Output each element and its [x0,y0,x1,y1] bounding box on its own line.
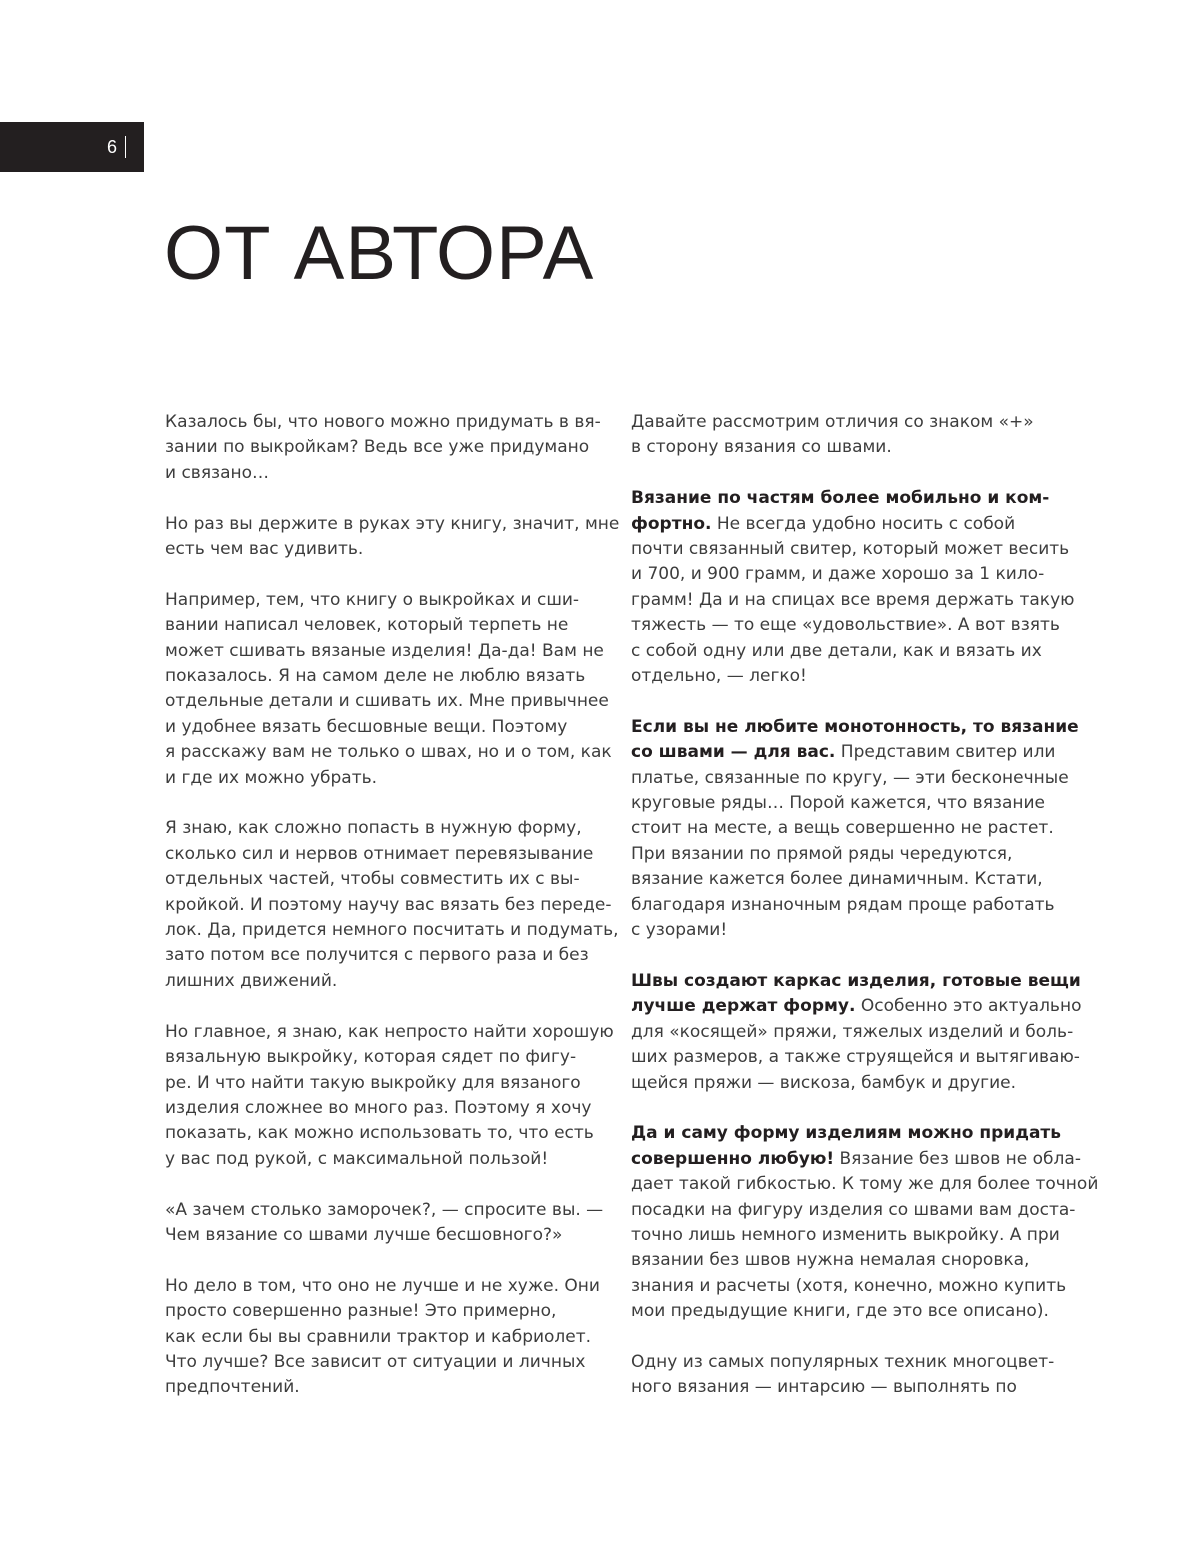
body-text: и связано… [165,462,270,483]
body-text: отдельные детали и сшивать их. Мне привычнее [165,691,609,712]
body-text: платье, связанные по кругу, — эти бесконечные [631,767,1069,788]
text-line [631,435,1063,460]
text-line [631,537,1070,562]
body-text: вязании без швов нужна немалая сноровка, [631,1250,1030,1271]
text-line [631,486,1063,511]
body-text: стоит на месте, а вещь совершенно не растет. [631,818,1054,839]
text-line [631,410,1063,435]
text-line [631,1223,1063,1248]
bold-lead-text: со швами — для вас. [631,742,836,763]
text-line [631,588,1075,613]
body-text: Одну из самых популярных техник многоцвет- [631,1351,1055,1372]
body-text: точно лишь немного изменить выкройку. А при [631,1224,1060,1245]
text-line [165,1325,597,1350]
body-text: Что лучше? Все зависит от ситуации и личных [165,1351,586,1372]
text-line [165,1020,614,1045]
body-text: изделия сложнее во много раз. Поэтому я хочу [165,1097,592,1118]
right-column [631,410,1099,1426]
text-line [631,867,1063,892]
text-line [631,1172,1099,1197]
text-line [631,1121,1063,1146]
body-text: знания и расчеты (хотя, конечно, можно купить [631,1275,1067,1296]
body-text: При вязании по прямой ряды чередуются, [631,843,1013,864]
paragraph [631,715,1079,944]
body-text: вязание кажется более динамичным. Кстати, [631,869,1043,890]
body-text: есть чем вас удивить. [165,539,364,560]
paragraph [165,1274,600,1401]
paragraph [165,1198,604,1249]
text-line [631,1375,1063,1400]
body-text: отдельно, — легко! [631,666,807,687]
paragraph [631,486,1075,689]
body-text: сколько сил и нервов отнимает перевязывание [165,843,594,864]
text-line [631,512,1063,537]
body-text: ре. И что найти такую выкройку для вязаного [165,1072,581,1093]
body-text: кройкой. И поэтому научу вас вязать без переде- [165,894,612,915]
text-line [165,1223,597,1248]
text-line [631,893,1063,918]
bold-lead-text: лучше держат форму. [631,996,856,1017]
paragraph [631,969,1082,1096]
text-line [165,766,597,791]
body-text: зато потом все получится с первого раза и без [165,945,589,966]
body-text: вании написал человек, который терпеть не [165,615,569,636]
bold-lead-text: совершенно любую! [631,1148,835,1169]
text-line [165,969,597,994]
text-line [631,1147,1081,1172]
text-line [165,1096,597,1121]
body-text: Вязание без швов не обла- [834,1148,1081,1169]
body-text: предпочтений. [165,1377,300,1398]
text-line [631,994,1082,1019]
paragraph [165,588,612,791]
body-text: мои предыдущие книги, где это все описано). [631,1301,1049,1322]
text-line [165,816,597,841]
body-text: с узорами! [631,920,728,941]
text-line [165,512,620,537]
body-text: почти связанный свитер, который может весить [631,539,1070,560]
text-line [631,766,1069,791]
text-line [631,613,1063,638]
body-text: и удобнее вязать бесшовные вещи. Поэтому [165,716,568,737]
text-line [631,1248,1063,1273]
text-line [631,562,1063,587]
text-line [631,791,1063,816]
page-number: 6 [106,136,117,157]
body-text: Чем вязание со швами лучше бесшовного?» [165,1224,563,1245]
bold-lead-text: фортно. [631,513,712,534]
text-line [631,740,1063,765]
body-text: Особенно это актуально [855,996,1082,1017]
body-text: Но главное, я знаю, как непросто найти хорошую [165,1021,614,1042]
paragraph [165,512,620,563]
body-text: Не всегда удобно носить с собой [711,513,1016,534]
bold-lead-text: Вязание по частям более мобильно и ком- [631,488,1050,509]
paragraph [631,1350,1063,1401]
page-title: ОТ АВТОРА [164,211,595,296]
body-text: показать, как можно использовать то, что есть [165,1123,594,1144]
body-text: лок. Да, придется немного посчитать и подумать, [165,920,619,941]
body-text: дает такой гибкостью. К тому же для более точной [631,1174,1099,1195]
body-text: Например, тем, что книгу о выкройках и сши- [165,589,580,610]
paragraph [631,410,1063,461]
body-text: круговые ряды… Порой кажется, что вязание [631,793,1046,814]
body-text: ного вязания — интарсию — выполнять по [631,1377,1017,1398]
paragraph [165,816,619,994]
paragraph [165,1020,614,1172]
body-text: «А зачем столько заморочек?, — спросите вы. — [165,1199,604,1220]
body-text: отдельных частей, чтобы совместить их с вы- [165,869,580,890]
text-line [165,1198,604,1223]
text-line [165,689,609,714]
body-text: зании по выкройкам? Ведь все уже придумано [165,437,590,458]
body-text: я расскажу вам не только о швах, но и о том, как [165,742,612,763]
body-text: грамм! Да и на спицах все время держать такую [631,589,1075,610]
body-text: и где их можно убрать. [165,767,378,788]
text-line [165,1071,597,1096]
bold-lead-text: Швы создают каркас изделия, готовые вещи [631,970,1081,991]
page-number-tab [0,122,144,172]
text-line [165,943,597,968]
body-text: посадки на фигуру изделия со швами вам доста- [631,1199,1076,1220]
text-line [165,1274,600,1299]
text-line [165,1045,597,1070]
text-line [165,842,597,867]
text-line [631,918,1063,943]
text-line [631,1274,1067,1299]
text-line [631,1020,1074,1045]
text-line [165,893,612,918]
text-line [631,1198,1076,1223]
text-line [165,537,597,562]
body-text: вязальную выкройку, которая сядет по фигу- [165,1047,577,1068]
text-line [631,1299,1063,1324]
body-text: Представим свитер или [835,742,1056,763]
text-line [631,816,1063,841]
text-line [165,740,612,765]
text-line [631,639,1063,664]
body-text: у вас под рукой, с максимальной пользой! [165,1148,549,1169]
body-text: Но раз вы держите в руках эту книгу, значит, мне [165,513,620,534]
body-text: Но дело в том, что оно не лучше и не хуже. Они [165,1275,600,1296]
body-text: с собой одну или две детали, как и вязать их [631,640,1042,661]
text-line [165,1375,597,1400]
text-line [165,435,597,460]
text-line [165,1121,597,1146]
text-line [631,715,1079,740]
text-line [165,1147,597,1172]
text-line [165,410,601,435]
body-text: Казалось бы, что нового можно придумать в вя- [165,412,601,432]
body-text: и 700, и 900 грамм, и даже хорошо за 1 кило- [631,564,1045,585]
text-line [631,969,1081,994]
bold-lead-text: Если вы не любите монотонность, то вязание [631,716,1079,737]
body-text: тяжесть — то еще «удовольствие». А вот взять [631,615,1060,636]
body-text: Я знаю, как сложно попасть в нужную форму, [165,818,582,839]
body-text: щейся пряжи — вискоза, бамбук и другие. [631,1072,1016,1093]
body-text: в сторону вязания со швами. [631,437,892,458]
body-text: может сшивать вязаные изделия! Да-да! Вам не [165,640,604,661]
paragraph [631,1121,1099,1324]
body-text: благодаря изнаночным рядам проще работать [631,894,1055,915]
body-text: просто совершенно разные! Это примерно, [165,1301,557,1322]
text-line [165,613,597,638]
text-line [165,1350,597,1375]
page-number-divider [125,136,126,158]
body-text: ших размеров, а также струящейся и вытягиваю- [631,1047,1080,1068]
text-line [631,842,1063,867]
body-text: Давайте рассмотрим отличия со знаком «+» [631,412,1034,432]
text-line [165,867,597,892]
body-text: как если бы вы сравнили трактор и кабриолет. [165,1326,592,1347]
text-line [165,664,597,689]
text-line [165,715,597,740]
text-line [165,461,597,486]
text-line [631,1071,1063,1096]
text-line [165,639,604,664]
paragraph [165,410,601,486]
text-line [165,1299,597,1324]
body-text: показалось. Я на самом деле не люблю вязать [165,666,586,687]
text-line [631,664,1063,689]
left-column [165,410,620,1426]
text-line [165,588,597,613]
text-line [165,918,619,943]
text-line [631,1045,1080,1070]
bold-lead-text: Да и саму форму изделиям можно придать [631,1123,1062,1144]
text-line [631,1350,1063,1375]
body-text: лишних движений. [165,970,338,991]
body-text: для «косящей» пряжи, тяжелых изделий и боль- [631,1021,1074,1042]
